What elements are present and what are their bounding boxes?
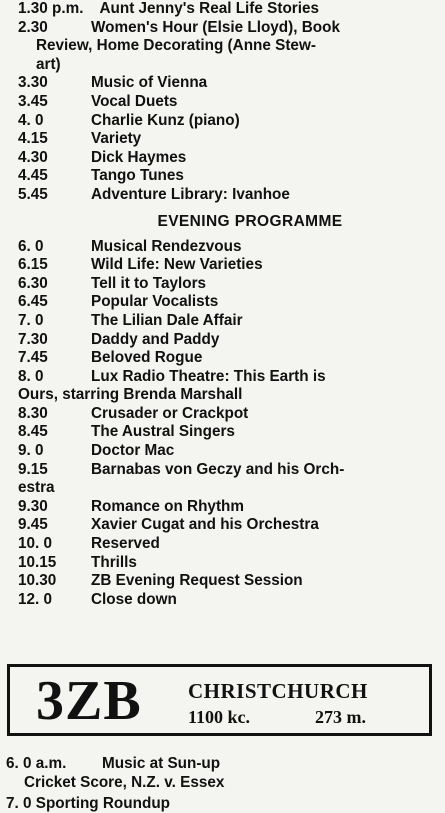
schedule-row bbox=[18, 405, 442, 424]
program: Tell it to Taylors bbox=[91, 274, 207, 292]
time: 6.45 bbox=[18, 293, 48, 311]
schedule-row bbox=[18, 498, 442, 517]
time: 8. 0 bbox=[18, 367, 44, 385]
program: Tango Tunes bbox=[91, 167, 184, 185]
program: Romance on Rhythm bbox=[91, 497, 244, 515]
schedule-row bbox=[18, 19, 442, 38]
station-frequency: 1100 kc. bbox=[188, 707, 251, 727]
time: 1.30 p.m. bbox=[18, 0, 84, 17]
program-continuation: Review, Home Decorating (Anne Stew- bbox=[36, 37, 316, 55]
schedule-row bbox=[18, 535, 442, 554]
time: 10. 0 bbox=[18, 535, 53, 553]
schedule-row bbox=[18, 130, 442, 149]
program-continuation: Ours, starring Brenda Marshall bbox=[18, 386, 243, 404]
schedule-row bbox=[18, 368, 442, 387]
program: Vocal Duets bbox=[91, 92, 178, 110]
program: Women's Hour (Elsie Lloyd), Book bbox=[91, 18, 340, 36]
time: 7.45 bbox=[18, 349, 48, 367]
time: 2.30 bbox=[18, 18, 48, 36]
program: Music of Vienna bbox=[91, 74, 208, 92]
time: 4.45 bbox=[18, 167, 48, 185]
station-callsign: 3ZB bbox=[36, 670, 142, 732]
time: 9.45 bbox=[18, 516, 48, 534]
program: Reserved bbox=[91, 535, 160, 553]
schedule-row bbox=[18, 461, 442, 480]
program: Aunt Jenny's Real Life Stories bbox=[99, 0, 320, 17]
program: Variety bbox=[91, 130, 142, 148]
program: Dick Haymes bbox=[91, 148, 187, 166]
schedule-row bbox=[18, 312, 442, 331]
program: Beloved Rogue bbox=[91, 349, 203, 367]
schedule-row bbox=[6, 755, 436, 774]
time: 12. 0 bbox=[18, 590, 53, 608]
program-continuation: Cricket Score, N.Z. v. Essex bbox=[24, 773, 225, 791]
time: 8.45 bbox=[18, 423, 48, 441]
program: Thrills bbox=[91, 553, 137, 571]
next-station-schedule bbox=[6, 755, 436, 792]
program: Charlie Kunz (piano) bbox=[91, 111, 240, 129]
time: 9.30 bbox=[18, 497, 48, 515]
time: 3.30 bbox=[18, 74, 48, 92]
time: 6.15 bbox=[18, 256, 48, 274]
schedule-row bbox=[18, 74, 442, 93]
time: 6.30 bbox=[18, 274, 48, 292]
schedule-row bbox=[18, 93, 442, 112]
program: Crusader or Crackpot bbox=[91, 404, 249, 422]
schedule-row bbox=[18, 238, 442, 257]
schedule-row bbox=[18, 112, 442, 131]
time: 10.15 bbox=[18, 553, 57, 571]
program: The Austral Singers bbox=[91, 423, 235, 441]
schedule-row bbox=[18, 256, 442, 275]
time: 5.45 bbox=[18, 185, 48, 203]
time: 4.15 bbox=[18, 130, 48, 148]
time: 10.30 bbox=[18, 572, 57, 590]
clipped-schedule-line: 7. 0 Sporting Roundup bbox=[6, 795, 171, 812]
time: 9.15 bbox=[18, 460, 48, 478]
program: Musical Rendezvous bbox=[91, 237, 242, 255]
schedule-row bbox=[18, 186, 442, 205]
program: Close down bbox=[91, 590, 177, 608]
program: The Lilian Dale Affair bbox=[91, 311, 243, 329]
schedule-row bbox=[18, 554, 442, 573]
time: 3.45 bbox=[18, 92, 48, 110]
station-city: CHRISTCHURCH bbox=[188, 679, 368, 703]
schedule-row bbox=[18, 275, 442, 294]
time: 9. 0 bbox=[18, 442, 44, 460]
schedule-row bbox=[18, 423, 442, 442]
schedule-row bbox=[18, 331, 442, 350]
program: Wild Life: New Varieties bbox=[91, 256, 263, 274]
program: Xavier Cugat and his Orchestra bbox=[91, 516, 319, 534]
section-heading: EVENING PROGRAMME bbox=[157, 212, 343, 230]
schedule-row bbox=[18, 516, 442, 535]
time: 6. 0 bbox=[18, 237, 44, 255]
schedule-row bbox=[18, 591, 442, 610]
program: Lux Radio Theatre: This Earth is bbox=[91, 367, 326, 385]
program-continuation: art) bbox=[36, 55, 61, 73]
program: Daddy and Paddy bbox=[91, 330, 220, 348]
schedule-row bbox=[18, 442, 442, 461]
schedule-row bbox=[18, 0, 442, 19]
station-wavelength: 273 m. bbox=[315, 707, 366, 727]
time: 4.30 bbox=[18, 148, 48, 166]
time: 4. 0 bbox=[18, 111, 44, 129]
station-schedule bbox=[18, 0, 442, 609]
program: Popular Vocalists bbox=[91, 293, 219, 311]
time: 8.30 bbox=[18, 404, 48, 422]
schedule-row bbox=[18, 293, 442, 312]
time: 7. 0 bbox=[18, 311, 44, 329]
program: ZB Evening Request Session bbox=[91, 572, 303, 590]
time: 6. 0 a.m. bbox=[6, 755, 67, 772]
station-banner bbox=[7, 664, 432, 736]
program: Doctor Mac bbox=[91, 442, 175, 460]
schedule-row bbox=[18, 349, 442, 368]
program: Barnabas von Geczy and his Orch- bbox=[91, 460, 345, 478]
time: 7.30 bbox=[18, 330, 48, 348]
program: Adventure Library: Ivanhoe bbox=[91, 185, 290, 203]
program: Music at Sun-up bbox=[102, 755, 221, 772]
schedule-row bbox=[18, 149, 442, 168]
program-continuation: estra bbox=[18, 479, 55, 497]
schedule-row bbox=[18, 167, 442, 186]
schedule-row bbox=[18, 572, 442, 591]
